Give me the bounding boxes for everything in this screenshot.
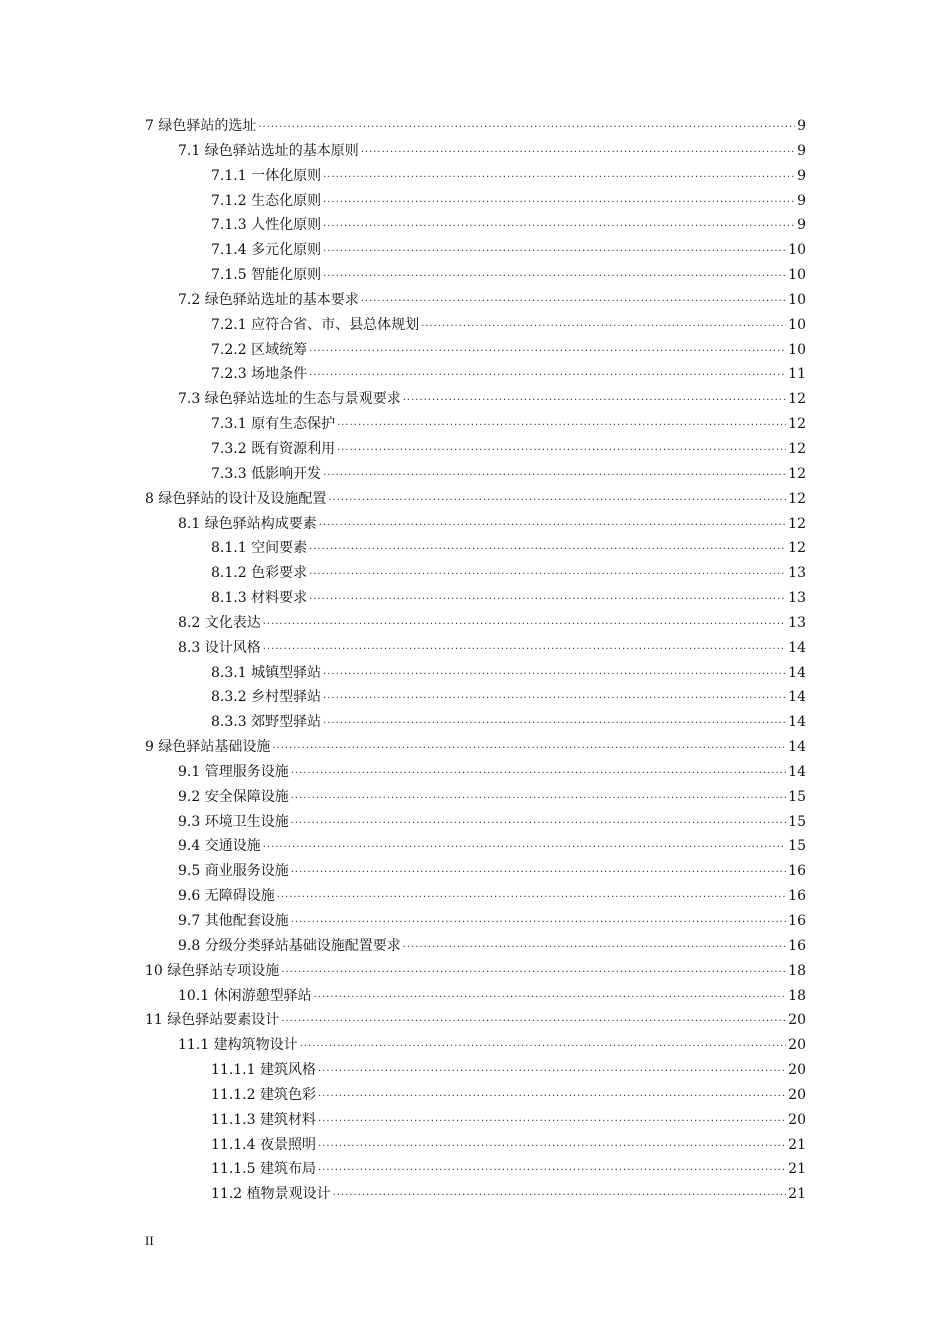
toc-dot-leader <box>333 1184 787 1209</box>
toc-dot-leader <box>403 389 786 414</box>
toc-entry[interactable] <box>0 512 950 537</box>
toc-entry[interactable] <box>0 387 950 412</box>
toc-dot-leader <box>318 1060 786 1085</box>
toc-entry-page: 12 <box>788 391 806 408</box>
toc-entry[interactable] <box>0 139 950 164</box>
toc-entry[interactable] <box>0 1083 950 1108</box>
toc-entry[interactable] <box>0 462 950 487</box>
toc-dot-leader <box>361 290 786 315</box>
toc-entry-title: 9.8 分级分类驿站基础设施配置要求 <box>178 937 401 954</box>
toc-entry[interactable] <box>0 785 950 810</box>
toc-entry[interactable] <box>0 487 950 512</box>
toc-entry-title: 7.1.4 多元化原则 <box>211 242 322 259</box>
toc-entry-page: 13 <box>788 614 806 631</box>
toc-entry[interactable] <box>0 934 950 959</box>
toc-entry[interactable] <box>0 735 950 760</box>
toc-entry-title: 11.1.5 建筑布局 <box>211 1161 316 1178</box>
toc-entry-title: 9 绿色驿站基础设施 <box>145 739 271 756</box>
toc-entry-title: 8 绿色驿站的设计及设施配置 <box>145 490 327 507</box>
toc-dot-leader <box>323 464 786 489</box>
toc-entry-title: 7.2.1 应符合省、市、县总体规划 <box>211 316 420 333</box>
toc-entry[interactable] <box>0 338 950 363</box>
toc-dot-leader <box>323 166 795 191</box>
toc-dot-leader <box>309 563 786 588</box>
toc-entry-page: 16 <box>788 888 806 905</box>
toc-entry[interactable] <box>0 1008 950 1033</box>
toc-dot-leader <box>309 340 786 365</box>
toc-entry-title: 7.3.3 低影响开发 <box>211 465 322 482</box>
toc-entry[interactable] <box>0 760 950 785</box>
toc-entry-title: 7.3.2 既有资源利用 <box>211 440 336 457</box>
toc-entry[interactable] <box>0 114 950 139</box>
toc-entry-page: 9 <box>797 142 806 159</box>
toc-entry[interactable] <box>0 288 950 313</box>
toc-entry-title: 7 绿色驿站的选址 <box>145 118 257 134</box>
toc-dot-leader <box>309 364 786 389</box>
toc-entry-page: 16 <box>788 863 806 880</box>
toc-dot-leader <box>263 613 786 638</box>
toc-dot-leader <box>291 861 786 886</box>
toc-entry-page: 15 <box>788 838 806 855</box>
table-of-contents <box>0 114 950 1207</box>
toc-entry[interactable] <box>0 362 950 387</box>
toc-entry[interactable] <box>0 909 950 934</box>
toc-entry[interactable] <box>0 1033 950 1058</box>
toc-entry-title: 7.3.1 原有生态保护 <box>211 416 336 433</box>
toc-dot-leader <box>323 687 786 712</box>
toc-entry[interactable] <box>0 1157 950 1182</box>
toc-entry-title: 11.1 建构筑物设计 <box>178 1037 298 1054</box>
toc-dot-leader <box>337 414 786 439</box>
page-number: II <box>145 1233 154 1248</box>
toc-entry[interactable] <box>0 611 950 636</box>
toc-entry-title: 11 绿色驿站要素设计 <box>145 1012 280 1029</box>
toc-entry-page: 9 <box>797 167 806 184</box>
toc-entry-title: 8.1.3 材料要求 <box>211 590 308 607</box>
toc-dot-leader <box>281 961 786 986</box>
toc-entry-page: 15 <box>788 788 806 805</box>
toc-entry-title: 11.1.2 建筑色彩 <box>211 1086 316 1103</box>
toc-entry-title: 7.2 绿色驿站选址的基本要求 <box>178 291 359 308</box>
toc-entry[interactable] <box>0 313 950 338</box>
toc-entry-page: 12 <box>788 540 806 557</box>
toc-entry-page: 18 <box>788 962 806 979</box>
toc-entry[interactable] <box>0 189 950 214</box>
toc-entry-page: 20 <box>788 1012 806 1029</box>
toc-entry[interactable] <box>0 536 950 561</box>
toc-entry-page: 14 <box>788 739 806 756</box>
toc-dot-leader <box>309 588 786 613</box>
toc-entry-page: 12 <box>788 465 806 482</box>
toc-dot-leader <box>272 737 786 762</box>
toc-entry-title: 7.3 绿色驿站选址的生态与景观要求 <box>178 391 401 408</box>
toc-dot-leader <box>291 787 786 812</box>
toc-entry-page: 9 <box>797 217 806 234</box>
toc-entry-title: 9.6 无障碍设施 <box>178 888 275 905</box>
toc-entry[interactable] <box>0 859 950 884</box>
toc-entry[interactable] <box>0 710 950 735</box>
toc-dot-leader <box>263 638 786 663</box>
toc-entry[interactable] <box>0 238 950 263</box>
toc-dot-leader <box>323 215 795 240</box>
toc-entry-title: 8.3 设计风格 <box>178 639 261 656</box>
toc-entry-title: 7.1.2 生态化原则 <box>211 192 322 209</box>
toc-dot-leader <box>263 836 786 861</box>
toc-dot-leader <box>314 986 787 1011</box>
toc-entry-title: 11.1.3 建筑材料 <box>211 1111 316 1128</box>
toc-entry-page: 12 <box>788 490 806 507</box>
toc-dot-leader <box>337 439 786 464</box>
toc-entry-title: 9.4 交通设施 <box>178 838 261 855</box>
toc-entry[interactable] <box>0 636 950 661</box>
toc-entry[interactable] <box>0 412 950 437</box>
toc-entry[interactable] <box>0 1133 950 1158</box>
toc-entry-page: 10 <box>788 341 806 358</box>
toc-entry-page: 9 <box>797 192 806 209</box>
toc-dot-leader <box>361 141 795 166</box>
toc-dot-leader <box>309 538 786 563</box>
toc-entry-page: 12 <box>788 440 806 457</box>
toc-entry-page: 20 <box>788 1062 806 1079</box>
toc-dot-leader <box>291 911 786 936</box>
toc-entry[interactable] <box>0 213 950 238</box>
toc-entry-title: 8.3.1 城镇型驿站 <box>211 664 322 681</box>
toc-dot-leader <box>318 1085 786 1110</box>
toc-dot-leader <box>403 936 786 961</box>
toc-entry-title: 8.3.3 郊野型驿站 <box>211 714 322 731</box>
toc-entry-page: 9 <box>797 118 806 134</box>
toc-dot-leader <box>421 315 786 340</box>
toc-entry[interactable] <box>0 586 950 611</box>
toc-entry-page: 21 <box>788 1161 806 1178</box>
toc-dot-leader <box>323 265 786 290</box>
toc-entry-title: 8.3.2 乡村型驿站 <box>211 689 322 706</box>
toc-dot-leader <box>318 1159 786 1184</box>
toc-entry[interactable] <box>0 810 950 835</box>
toc-entry-page: 15 <box>788 813 806 830</box>
toc-entry[interactable] <box>0 1108 950 1133</box>
toc-entry-page: 14 <box>788 714 806 731</box>
toc-entry[interactable] <box>0 437 950 462</box>
toc-entry-page: 10 <box>788 316 806 333</box>
toc-dot-leader <box>291 762 786 787</box>
toc-entry-page: 12 <box>788 515 806 532</box>
toc-entry-page: 16 <box>788 937 806 954</box>
toc-entry-title: 11.1.4 夜景照明 <box>211 1136 316 1153</box>
toc-entry-title: 7.1.3 人性化原则 <box>211 217 322 234</box>
toc-entry[interactable] <box>0 1182 950 1207</box>
toc-entry-page: 20 <box>788 1086 806 1103</box>
toc-entry-title: 9.5 商业服务设施 <box>178 863 289 880</box>
toc-entry-page: 11 <box>788 366 806 383</box>
toc-dot-leader <box>318 1135 786 1160</box>
toc-entry-title: 9.2 安全保障设施 <box>178 788 289 805</box>
toc-dot-leader <box>319 514 786 539</box>
toc-entry-title: 7.2.2 区域统筹 <box>211 341 308 358</box>
toc-entry-title: 11.2 植物景观设计 <box>211 1186 331 1203</box>
toc-dot-leader <box>323 240 786 265</box>
toc-entry-title: 7.1.5 智能化原则 <box>211 267 322 284</box>
toc-dot-leader <box>328 489 786 514</box>
toc-entry[interactable] <box>0 561 950 586</box>
toc-dot-leader <box>277 886 786 911</box>
toc-entry-page: 14 <box>788 689 806 706</box>
toc-entry-page: 14 <box>788 763 806 780</box>
toc-entry-title: 9.3 环境卫生设施 <box>178 813 289 830</box>
toc-entry[interactable] <box>0 164 950 189</box>
toc-entry-title: 8.1.1 空间要素 <box>211 540 308 557</box>
toc-entry[interactable] <box>0 959 950 984</box>
toc-entry-page: 13 <box>788 565 806 582</box>
toc-entry-title: 7.2.3 场地条件 <box>211 366 308 383</box>
toc-entry-page: 16 <box>788 913 806 929</box>
toc-entry-title: 10 绿色驿站专项设施 <box>145 962 280 979</box>
toc-entry-title: 8.1 绿色驿站构成要素 <box>178 515 317 532</box>
toc-entry-title: 9.7 其他配套设施 <box>178 913 289 929</box>
toc-dot-leader <box>323 663 786 688</box>
toc-dot-leader <box>291 812 786 837</box>
toc-entry-page: 10 <box>788 291 806 308</box>
toc-dot-leader <box>323 712 786 737</box>
toc-dot-leader <box>318 1110 786 1135</box>
toc-entry-title: 7.1.1 一体化原则 <box>211 167 322 184</box>
toc-entry[interactable] <box>0 263 950 288</box>
toc-entry-page: 13 <box>788 590 806 607</box>
toc-dot-leader <box>258 116 795 141</box>
toc-entry-page: 14 <box>788 639 806 656</box>
toc-dot-leader <box>300 1035 787 1060</box>
toc-entry-page: 21 <box>788 1136 806 1153</box>
toc-entry-title: 8.2 文化表达 <box>178 614 261 631</box>
toc-dot-leader <box>281 1010 786 1035</box>
toc-entry-title: 7.1 绿色驿站选址的基本原则 <box>178 142 359 159</box>
toc-entry-page: 10 <box>788 267 806 284</box>
toc-entry-title: 8.1.2 色彩要求 <box>211 565 308 582</box>
toc-entry-title: 11.1.1 建筑风格 <box>211 1062 316 1079</box>
toc-entry-page: 14 <box>788 664 806 681</box>
toc-entry[interactable] <box>0 1058 950 1083</box>
toc-entry[interactable] <box>0 834 950 859</box>
toc-entry-page: 20 <box>788 1037 806 1054</box>
toc-entry-page: 20 <box>788 1111 806 1128</box>
toc-entry-title: 9.1 管理服务设施 <box>178 763 289 780</box>
toc-entry-page: 18 <box>788 987 806 1004</box>
toc-entry[interactable] <box>0 884 950 909</box>
toc-entry-page: 21 <box>788 1186 806 1203</box>
toc-entry-title: 10.1 休闲游憩型驿站 <box>178 987 312 1004</box>
toc-entry-page: 12 <box>788 416 806 433</box>
toc-entry-page: 10 <box>788 242 806 259</box>
toc-entry[interactable] <box>0 685 950 710</box>
toc-entry[interactable] <box>0 984 950 1009</box>
toc-entry[interactable] <box>0 661 950 686</box>
toc-dot-leader <box>323 191 795 216</box>
